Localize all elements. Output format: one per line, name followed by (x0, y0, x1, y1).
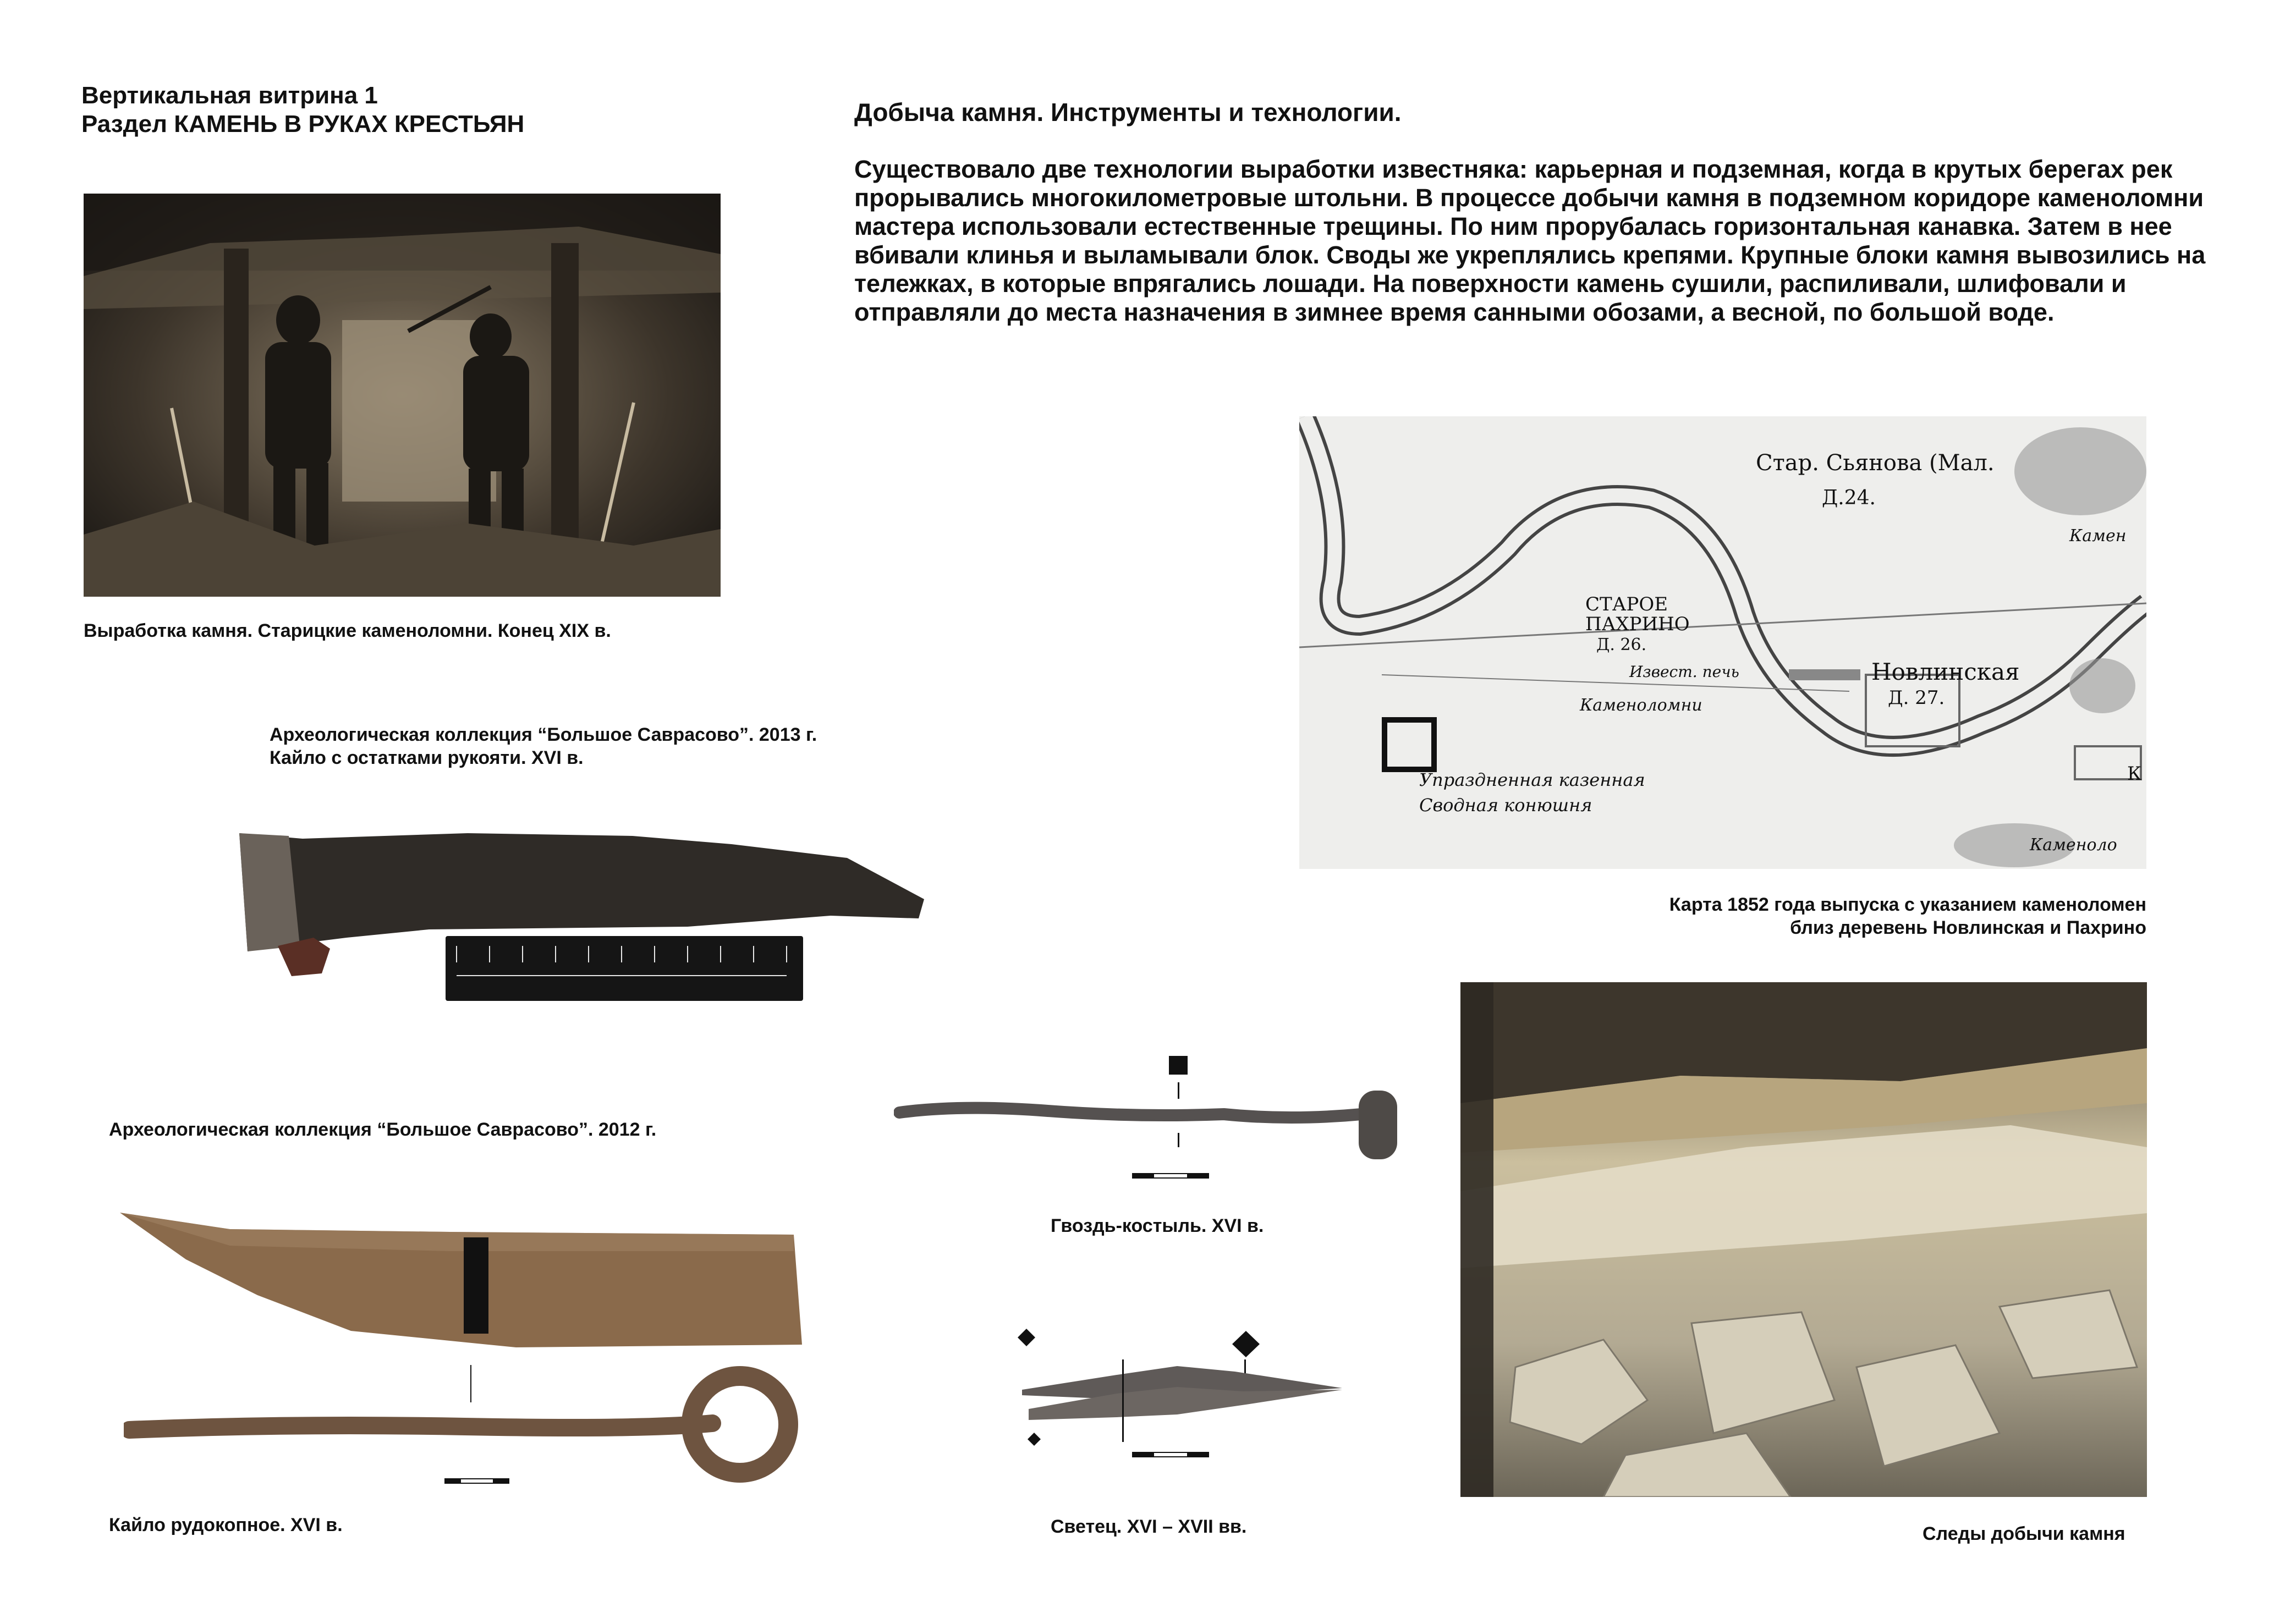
collection-2013-caption-line2: Кайло с остатками рукояти. XVI в. (270, 747, 584, 768)
map-caption (1397, 893, 2146, 939)
map-label-kamenolomni: Каменоломни (1580, 696, 1702, 715)
map-caption-line2: близ деревень Новлинская и Пахрино (1790, 917, 2146, 938)
light-scale-bar (1132, 1450, 1209, 1456)
scale-bar (444, 1477, 509, 1482)
wedge-artifact (120, 1207, 808, 1356)
map-label-kamenolo-bottom: Каменоло (2030, 835, 2117, 855)
traces-caption: Следы добычи камня (1923, 1523, 2125, 1544)
nail-scale-bar (1132, 1171, 1209, 1177)
exhibit-heading-line1: Вертикальная витрина 1 (81, 82, 378, 109)
section-title: Добыча камня. Инструменты и технологии. (854, 98, 1402, 126)
collection-2013-caption-line1: Археологическая коллекция “Большое Саврасово”. 2013 г. (270, 724, 817, 745)
map-label-staroe: СТАРОЕ (1585, 593, 1668, 615)
map-label-kamen-right: Камен (2069, 526, 2127, 546)
measuring-ruler (446, 936, 803, 1001)
mining-pick-caption: Кайло рудокопное. XVI в. (109, 1515, 343, 1535)
light-holder-artifact (1012, 1326, 1507, 1447)
map-1852 (1299, 416, 2146, 869)
nail-caption: Гвоздь-костыль. XVI в. (1051, 1215, 1264, 1236)
scale-square-marker (1169, 1056, 1188, 1075)
section-body: Существовало две технологии выработки известняка: карьерная и подземная, когда в крутых берегах рек прорывались многокилометровые штольни. В процессе добычи камня в подземном коридоре каменоломни мастера использовали естественные трещины. По ним прорубалась горизонтальная канавка. Затем в нее вбивали клинья и выламывали блок. Своды же укреплялись крепями. Крупные блоки камня вывозились на тележках, в которые впрягались лошади. На поверхности камень сушили, распиливали, шлифовали и отправляли до места назначения в зимнее время санными обозами, а весной, по большой воде. (854, 155, 2206, 326)
nail-artifact (894, 1082, 1403, 1173)
map-caption-line1: Карта 1852 года выпуска с указанием каменоломен (1669, 894, 2146, 915)
map-label-star-syanova: Стар. Сьянова (Мал. (1756, 450, 1995, 476)
scale-tick-lower (1178, 1133, 1179, 1147)
quarry-workers-photo (84, 194, 721, 597)
map-label-d27: Д. 27. (1888, 687, 1945, 709)
map-label-uprazdnennaya: Упраздненная казенная (1419, 769, 1645, 790)
map-label-izvest-pech: Извест. печь (1629, 663, 1739, 681)
map-label-pakhrino: ПАХРИНО (1585, 613, 1690, 635)
map-label-novlinskaya: Новлинская (1871, 658, 2020, 685)
collection-2012-caption: Археологическая коллекция “Большое Саврасово”. 2012 г. (109, 1119, 657, 1140)
map-label-d26: Д. 26. (1596, 635, 1647, 654)
exhibit-heading (81, 81, 524, 139)
map-label-svodnaya: Сводная конюшня (1419, 795, 1592, 816)
light-caption: Светец. XVI – XVII вв. (1051, 1516, 1247, 1537)
collection-2013-caption (270, 723, 817, 769)
map-label-k-right: К (2127, 763, 2142, 785)
stone-extraction-traces-photo (1460, 982, 2147, 1497)
exhibit-heading-line2: Раздел КАМЕНЬ В РУКАХ КРЕСТЬЯН (81, 111, 525, 137)
quarry-photo-caption: Выработка камня. Старицкие каменоломни. Конец XIX в. (84, 620, 611, 641)
map-label-d24: Д.24. (1822, 487, 1876, 509)
